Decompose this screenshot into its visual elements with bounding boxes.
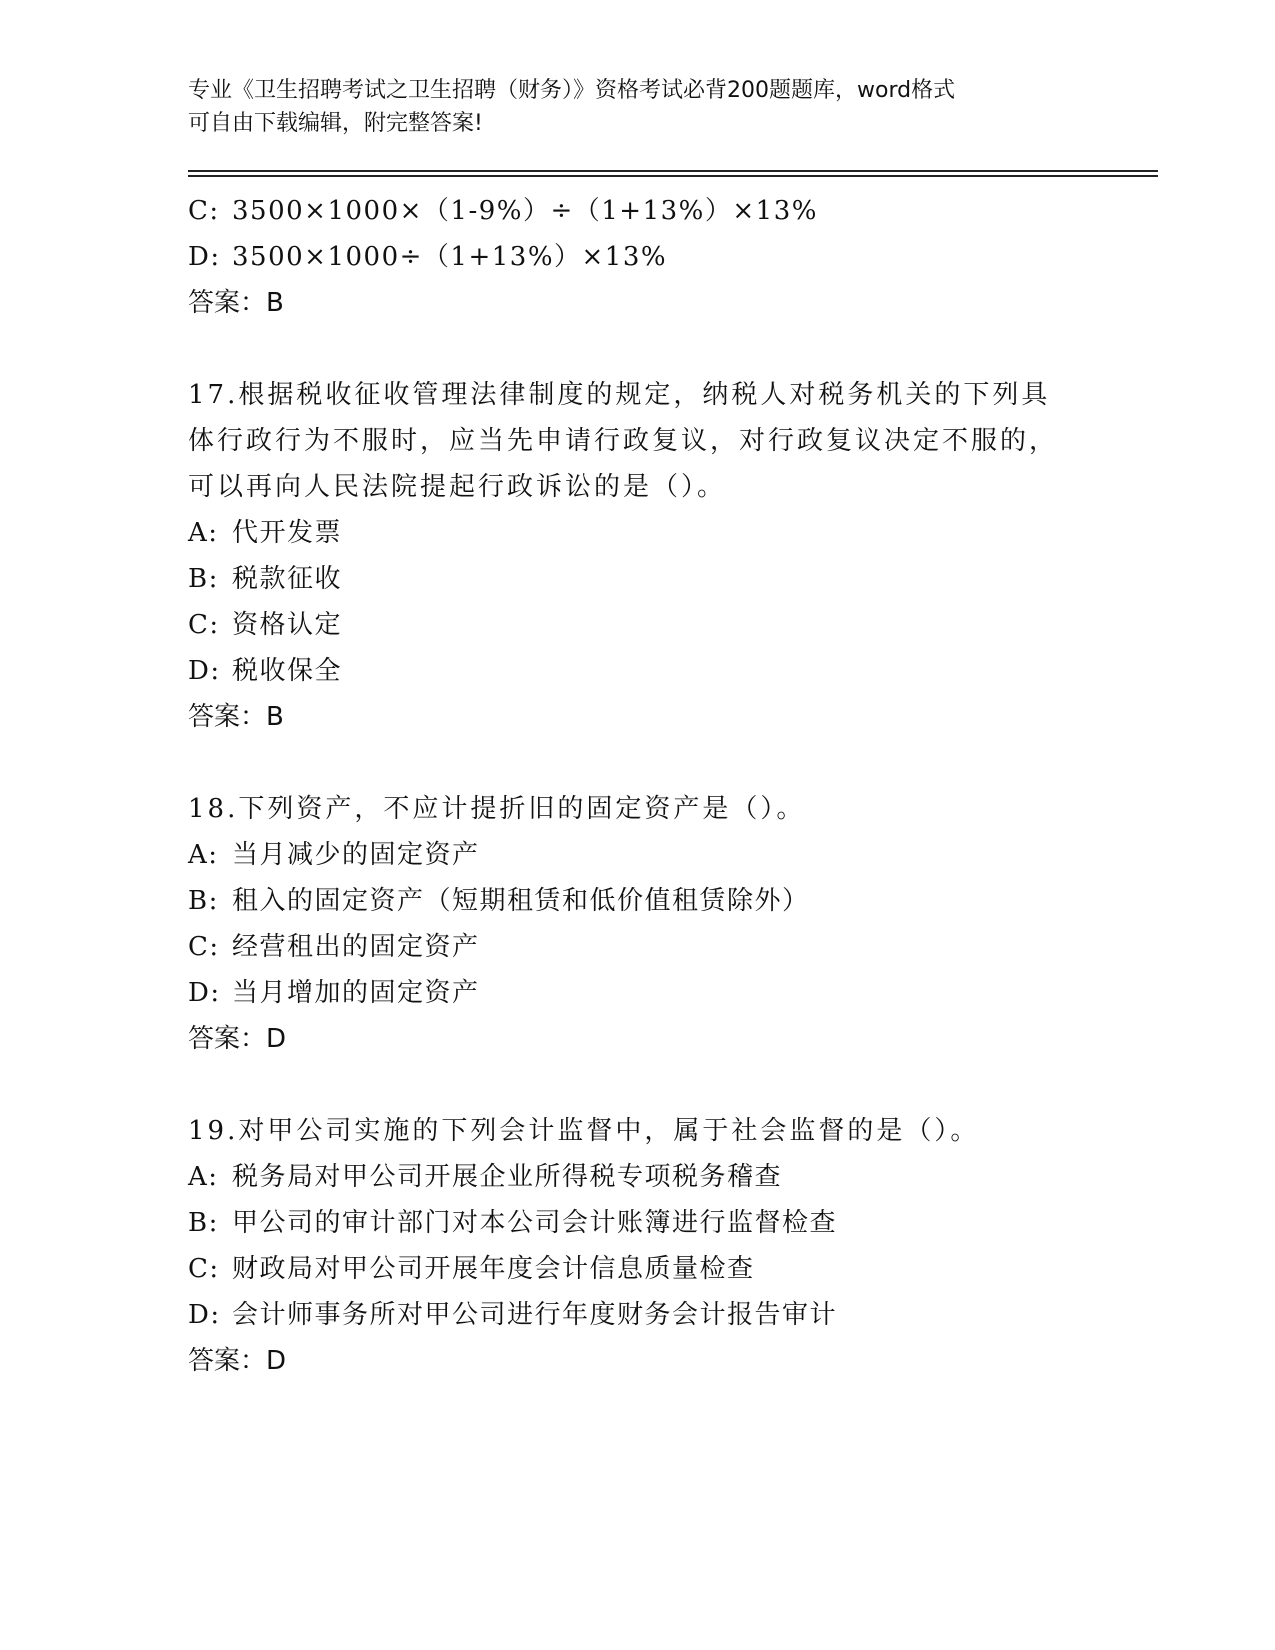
option-letter: D: xyxy=(188,242,221,272)
option-text: 税收保全 xyxy=(232,656,343,686)
option-letter: B: xyxy=(188,886,219,916)
option-text: 资格认定 xyxy=(232,610,343,640)
option-b xyxy=(188,556,1088,602)
header-rule-top xyxy=(188,170,1158,172)
option-d xyxy=(188,1292,1088,1338)
option-letter: A: xyxy=(188,518,219,548)
option-letter: C: xyxy=(188,1254,220,1284)
question-17 xyxy=(188,372,1088,740)
answer-line: 答案：D xyxy=(188,1024,287,1054)
option-b xyxy=(188,1200,1088,1246)
option-letter: D: xyxy=(188,978,221,1008)
answer-line: 答案：B xyxy=(188,702,284,732)
question-stem: 17.根据税收征收管理法律制度的规定，纳税人对税务机关的下列具体行政行为不服时，应当先申请行政复议，对行政复议决定不服的，可以再向人民法院提起行政诉讼的是（）。 xyxy=(188,380,1059,502)
option-c xyxy=(188,1246,1088,1292)
option-a xyxy=(188,832,1088,878)
header-rule-bottom xyxy=(188,175,1158,177)
header-line-2: 可自由下载编辑，附完整答案! xyxy=(188,111,483,136)
option-letter: B: xyxy=(188,1208,219,1238)
option-text: 3500×1000×（1-9%）÷（1+13%）×13% xyxy=(232,196,818,226)
option-d xyxy=(188,234,1088,280)
option-d xyxy=(188,648,1088,694)
document-header xyxy=(188,74,1068,140)
option-text: 税务局对甲公司开展企业所得税专项税务稽查 xyxy=(232,1162,783,1192)
option-c xyxy=(188,602,1088,648)
option-text: 当月增加的固定资产 xyxy=(232,978,480,1008)
option-letter: A: xyxy=(188,1162,219,1192)
header-line-1: 专业《卫生招聘考试之卫生招聘（财务）》资格考试必背200题题库，word格式 xyxy=(188,78,956,103)
option-b xyxy=(188,878,1088,924)
option-letter: C: xyxy=(188,196,220,226)
option-text: 代开发票 xyxy=(232,518,343,548)
option-text: 3500×1000÷（1+13%）×13% xyxy=(232,242,668,272)
option-a xyxy=(188,1154,1088,1200)
answer-line: 答案：D xyxy=(188,1346,287,1376)
option-text: 甲公司的审计部门对本公司会计账簿进行监督检查 xyxy=(232,1208,838,1238)
question-19 xyxy=(188,1108,1088,1384)
option-c xyxy=(188,188,1088,234)
option-text: 财政局对甲公司开展年度会计信息质量检查 xyxy=(232,1254,755,1284)
option-text: 会计师事务所对甲公司进行年度财务会计报告审计 xyxy=(232,1300,838,1330)
option-text: 经营租出的固定资产 xyxy=(232,932,480,962)
answer-line: 答案：B xyxy=(188,288,284,318)
option-letter: D: xyxy=(188,656,221,686)
question-stem: 19.对甲公司实施的下列会计监督中，属于社会监督的是（）。 xyxy=(188,1116,980,1146)
option-letter: A: xyxy=(188,840,219,870)
option-a xyxy=(188,510,1088,556)
question-18 xyxy=(188,786,1088,1062)
option-letter: C: xyxy=(188,932,220,962)
option-text: 税款征收 xyxy=(232,564,343,594)
option-text: 当月减少的固定资产 xyxy=(232,840,480,870)
option-d xyxy=(188,970,1088,1016)
option-text: 租入的固定资产（短期租赁和低价值租赁除外） xyxy=(232,886,810,916)
option-letter: C: xyxy=(188,610,220,640)
option-letter: D: xyxy=(188,1300,221,1330)
previous-question-tail xyxy=(188,188,1088,326)
question-stem: 18.下列资产，不应计提折旧的固定资产是（）。 xyxy=(188,794,806,824)
option-c xyxy=(188,924,1088,970)
option-letter: B: xyxy=(188,564,219,594)
question-content xyxy=(188,188,1088,1384)
